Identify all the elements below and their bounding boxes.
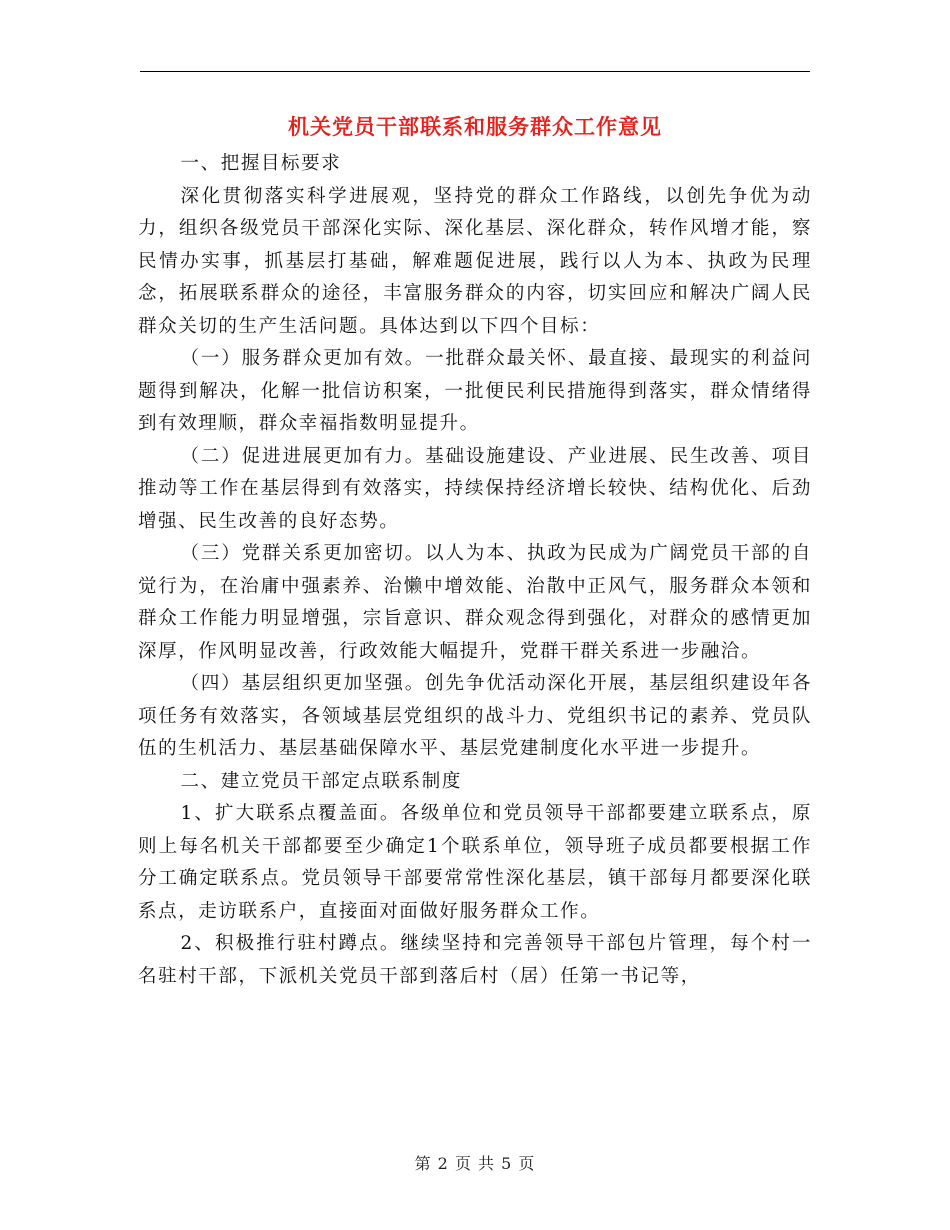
body-paragraph: （二）促进进展更加有力。基础设施建设、产业进展、民生改善、项目推动等工作在基层得到有效落实，持续保持经济增长较快、结构优化、后劲增强、民生改善的良好态势。 (138, 445, 812, 532)
section-heading: 一、把握目标要求 (180, 153, 342, 174)
body-paragraph: 深化贯彻落实科学进展观，坚持党的群众工作路线，以创先争优为动力，组织各级党员干部深化实际、深化基层、深化群众，转作风增才能，察民情办实事，抓基层打基础，解难题促进展，践行以人为本、执政为民理念，拓展联系群众的途径，丰富服务群众的内容，切实回应和解决广阔人民群众关切的生产生活问题。具体达到以下四个目标： (138, 185, 812, 337)
body-paragraph: （一）服务群众更加有效。一批群众最关怀、最直接、最现实的利益问题得到解决，化解一批信访积案，一批便民利民措施得到落实，群众情绪得到有效理顺，群众幸福指数明显提升。 (138, 348, 812, 434)
document-title: 机关党员干部联系和服务群众工作意见 (288, 114, 662, 139)
document-body (138, 148, 812, 993)
page-number-footer: 第 2 页 共 5 页 (414, 1154, 536, 1173)
body-paragraph: （三）党群关系更加密切。以人为本、执政为民成为广阔党员干部的自觉行为，在治庸中强素养、治懒中增效能、治散中正风气，服务群众本领和群众工作能力明显增强，宗旨意识、群众观念得到强化，对群众的感情更加深厚，作风明显改善，行政效能大幅提升，党群干群关系进一步融洽。 (138, 543, 812, 662)
body-paragraph: 2、积极推行驻村蹲点。继续坚持和完善领导干部包片管理，每个村一名驻村干部，下派机关党员干部到落后村（居）任第一书记等， (138, 933, 812, 987)
body-paragraph: 1、扩大联系点覆盖面。各级单位和党员领导干部都要建立联系点，原则上每名机关干部都要至少确定1个联系单位，领导班子成员都要根据工作分工确定联系点。党员领导干部要常常性深化基层，镇干部每月都要深化联系点，走访联系户，直接面对面做好服务群众工作。 (138, 803, 812, 922)
body-paragraph: （四）基层组织更加坚强。创先争优活动深化开展，基层组织建设年各项任务有效落实，各领域基层党组织的战斗力、党组织书记的素养、党员队伍的生机活力、基层基础保障水平、基层党建制度化水平进一步提升。 (138, 673, 812, 759)
section-heading: 二、建立党员干部定点联系制度 (180, 770, 462, 792)
header-rule (140, 71, 810, 72)
